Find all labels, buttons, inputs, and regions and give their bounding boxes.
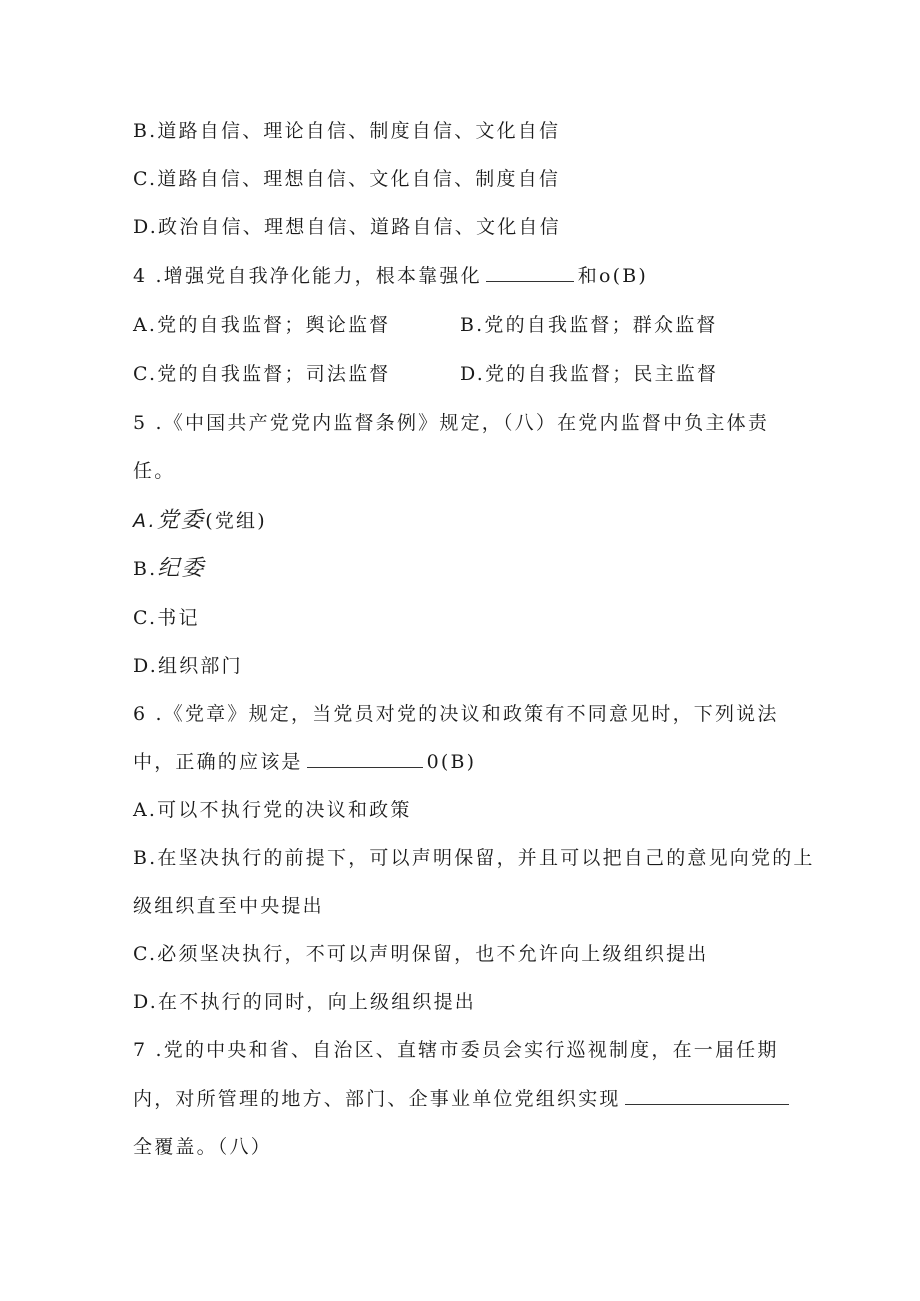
q5-stem-line2: 任。	[133, 460, 176, 482]
q6-stem-prefix: 中，正确的应该是	[133, 751, 303, 773]
q5-stem-line1: 5 .《中国共产党党内监督条例》规定，（八）在党内监督中负主体责	[133, 412, 770, 434]
q7-stem-line3: 全覆盖。（八）	[133, 1136, 272, 1158]
q4-option-b: B.党的自我监督；群众监督	[460, 314, 718, 336]
q5-option-b-label: B.	[133, 558, 158, 580]
q5-option-b	[133, 556, 206, 582]
q6-stem-suffix: 0(B)	[426, 751, 477, 773]
q6-option-c: C.必须坚决执行，不可以声明保留，也不允许向上级组织提出	[133, 943, 709, 965]
q5-option-a	[133, 508, 267, 534]
q4-stem	[133, 263, 648, 289]
q3-option-c: C.道路自信、理想自信、文化自信、制度自信	[133, 168, 561, 190]
q6-answer-blank	[307, 749, 423, 768]
q4-stem-prefix: 4 .增强党自我净化能力，根本靠强化	[133, 265, 482, 287]
q6-option-b-line1: B.在坚决执行的前提下，可以声明保留，并且可以把自己的意见向党的上	[133, 847, 815, 869]
q4-answer-blank	[486, 263, 574, 282]
q7-stem-line2-text: 内，对所管理的地方、部门、企事业单位党组织实现	[133, 1088, 621, 1110]
q6-option-d: D.在不执行的同时，向上级组织提出	[133, 991, 476, 1013]
q4-option-d: D.党的自我监督；民主监督	[460, 363, 719, 385]
q6-option-a: A.可以不执行党的决议和政策	[133, 799, 412, 821]
q7-answer-blank	[625, 1086, 789, 1105]
q4-option-c: C.党的自我监督；司法监督	[133, 363, 391, 385]
q5-option-a-main: 党委	[156, 508, 206, 533]
q5-option-d: D.组织部门	[133, 655, 243, 677]
q6-stem-line2	[133, 749, 476, 775]
q3-option-b: B.道路自信、理论自信、制度自信、文化自信	[133, 120, 561, 142]
q5-option-b-main: 纪委	[157, 556, 206, 581]
q5-option-a-label: A.	[133, 510, 157, 532]
q3-option-d: D.政治自信、理想自信、道路自信、文化自信	[133, 216, 561, 238]
q7-stem-line1: 7 .党的中央和省、自治区、直辖市委员会实行巡视制度，在一届任期	[133, 1039, 779, 1061]
q4-stem-suffix: 和o(B)	[577, 265, 649, 287]
q4-option-a: A.党的自我监督；舆论监督	[133, 314, 391, 336]
q5-option-a-paren: (党组)	[205, 510, 267, 532]
q5-option-c: C.书记	[133, 607, 200, 629]
q6-option-b-line2: 级组织直至中央提出	[133, 895, 324, 917]
q6-stem-line1: 6 .《党章》规定，当党员对党的决议和政策有不同意见时，下列说法	[133, 703, 779, 725]
q7-stem-line2	[133, 1086, 793, 1112]
